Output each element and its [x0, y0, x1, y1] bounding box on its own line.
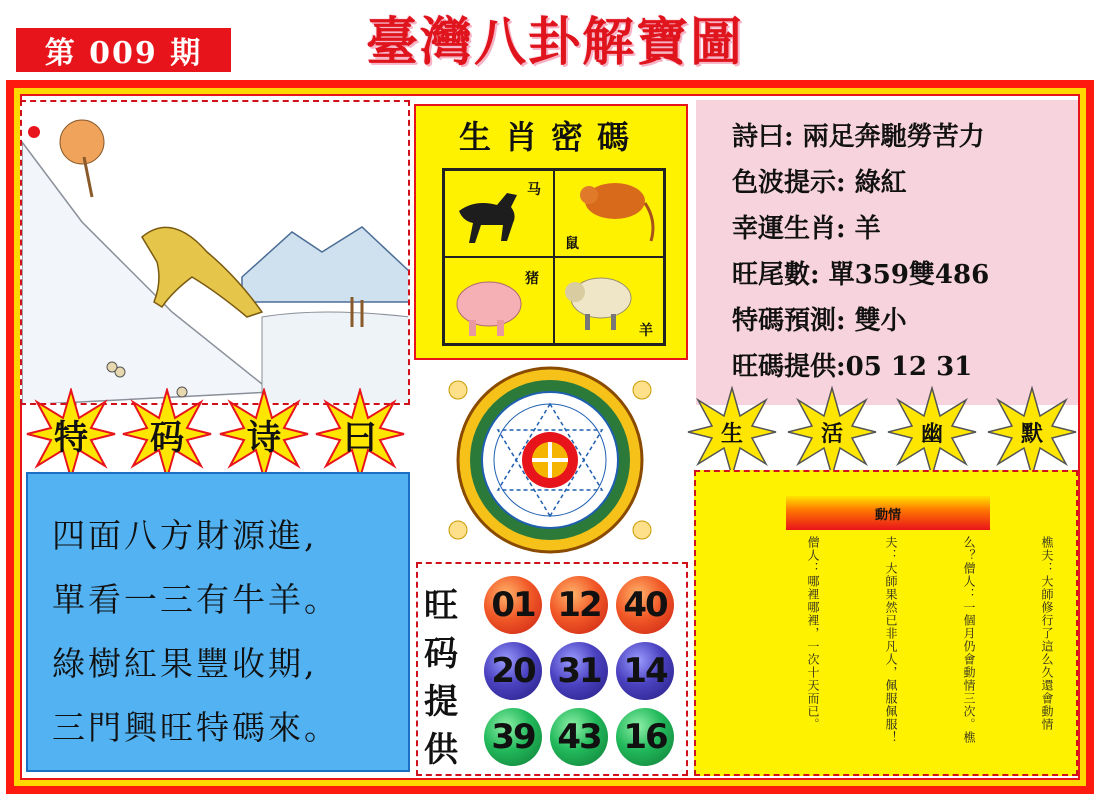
joke-column: 樵夫：大師修行了這么久還會動情 [1040, 536, 1054, 731]
number-ball: 01 [484, 576, 542, 634]
star-label: 特 [54, 417, 88, 458]
number-ball: 43 [550, 708, 608, 766]
lucky-label-char: 提 [424, 682, 458, 722]
poem-line: 綠樹紅果豐收期, [52, 644, 318, 683]
star-badge [121, 388, 213, 480]
number-ball: 16 [616, 708, 674, 766]
star-label: 码 [150, 417, 184, 458]
life-humor-panel [694, 470, 1078, 776]
lucky-numbers-panel [416, 562, 688, 776]
info-numbers-provided: 旺碼提供:05 12 31 [732, 352, 973, 382]
star-badge [986, 386, 1078, 478]
page-title: 臺灣八卦解寶圖 [365, 11, 744, 73]
lucky-label-char: 供 [424, 730, 458, 770]
number-ball: 39 [484, 708, 542, 766]
poem-line: 單看一三有牛羊。 [52, 580, 340, 619]
lucky-label-char: 旺 [424, 586, 458, 626]
star-label: 生 [720, 420, 743, 447]
number-ball: 31 [550, 642, 608, 700]
zodiac-label: 马 [527, 182, 541, 198]
illustration-scene [20, 100, 410, 405]
lucky-label-char: 码 [424, 634, 458, 674]
info-color-hint: 色波提示: 綠紅 [732, 168, 907, 198]
star-badge [25, 388, 117, 480]
star-badge [218, 388, 310, 480]
number-ball: 12 [550, 576, 608, 634]
zodiac-grid [442, 168, 666, 346]
star-badge [886, 386, 978, 478]
zodiac-cell-rat [554, 170, 664, 257]
joke-column: 么？僧人：一個月仍會動情三次。樵 [962, 536, 976, 744]
bagua-wheel [440, 360, 660, 560]
star-badge [686, 386, 778, 478]
joke-column: 夫：大師果然已非凡人，佩服佩服！ [884, 536, 898, 744]
star-badge [314, 388, 406, 480]
info-poem: 詩曰: 兩足奔馳勞苦力 [732, 122, 985, 152]
zodiac-code-panel [414, 104, 688, 360]
poem-line: 三門興旺特碼來。 [52, 708, 340, 747]
star-label: 幽 [920, 420, 943, 447]
joke-title: 動情 [786, 496, 990, 530]
wolf-mountain-illustration [22, 102, 410, 405]
zodiac-label: 羊 [639, 323, 653, 339]
compass-wheel-icon [440, 360, 660, 560]
special-code-poem-panel [26, 472, 410, 772]
star-label: 诗 [247, 417, 281, 458]
issue-badge: 第 009 期 [16, 28, 231, 72]
info-panel [696, 100, 1078, 405]
number-ball: 40 [616, 576, 674, 634]
zodiac-cell-horse [444, 170, 554, 257]
number-ball: 14 [616, 642, 674, 700]
star-label: 曰 [343, 417, 377, 458]
info-tail-numbers: 旺尾數: 單359雙486 [732, 260, 990, 290]
star-label: 默 [1020, 420, 1043, 447]
poem-line: 四面八方財源進, [52, 516, 318, 555]
star-badge [786, 386, 878, 478]
info-lucky-zodiac: 幸運生肖: 羊 [732, 214, 881, 244]
zodiac-label: 猪 [525, 271, 539, 287]
number-ball: 20 [484, 642, 542, 700]
zodiac-title: 生肖密碼 [458, 118, 643, 156]
joke-column: 僧人：哪裡哪裡，一次十天而已。 [806, 536, 820, 731]
info-special-forecast: 特碼預測: 雙小 [732, 306, 907, 336]
zodiac-label: 鼠 [565, 236, 579, 252]
zodiac-cell-sheep [554, 257, 664, 344]
zodiac-cell-pig [444, 257, 554, 344]
star-label: 活 [820, 420, 843, 447]
